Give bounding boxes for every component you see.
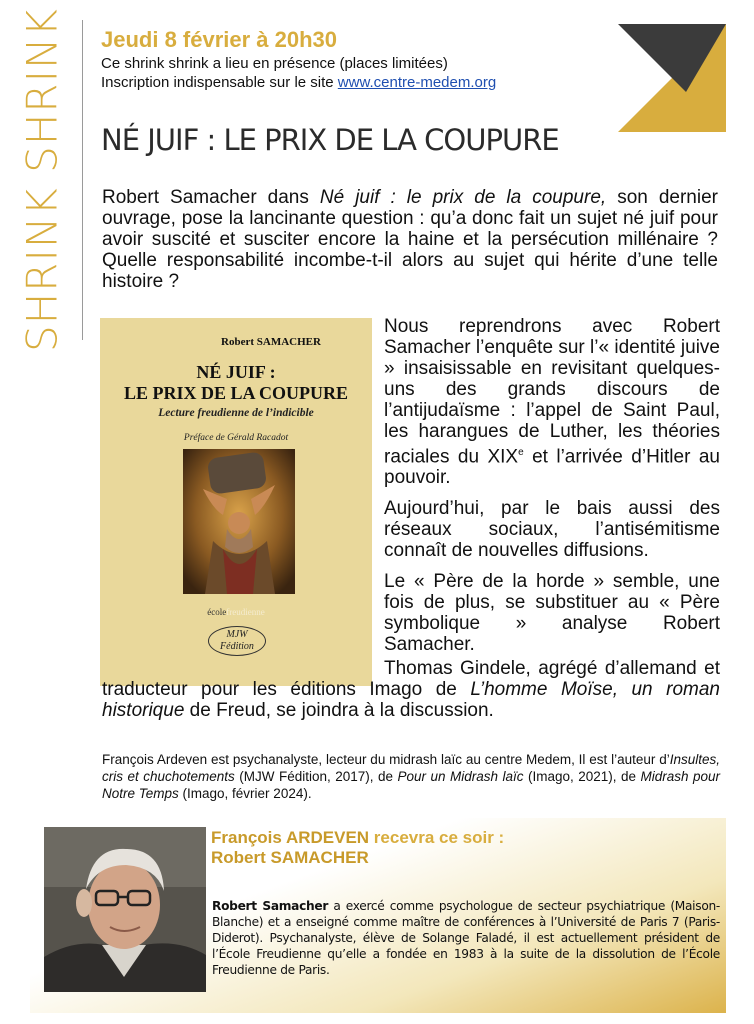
series-label: SHRINK SHRINK — [17, 8, 67, 352]
publisher-logo: MJW Fédition — [208, 626, 266, 656]
event-date: Jeudi 8 février à 20h30 — [101, 27, 338, 52]
series-vertical-title — [10, 8, 74, 352]
vertical-divider — [82, 20, 83, 340]
paragraph-gindele: Thomas Gindele, agrégé d’allemand et traducteur pour les éditions Imago de L’homme Moïse, un roman historique de Freud, se joindra à la discussion. — [102, 658, 720, 721]
book-subtitle: Lecture freudienne de l’indicible — [158, 407, 314, 419]
right-column — [384, 316, 720, 655]
samacher-photo — [44, 827, 206, 992]
book-title: NÉ JUIF : LE PRIX DE LA COUPURE — [123, 362, 349, 403]
host-name: François ARDEVEN — [211, 828, 370, 847]
book-cover — [100, 318, 372, 686]
event-info — [101, 54, 496, 92]
samacher-bio: Robert Samacher a exercé comme psychologue de secteur psychiatrique (Maison-Blanche) et a enseigné comme maître de conférences à l’Université de Paris 7 (Paris-Diderot). Psychanalyste, élève de Solange Faladé, il est actuellement président de l’École Freudienne qu’elle a fondée en 1983 à la suite de la dissolution de l’École Freudienne de Paris. — [212, 899, 720, 977]
paragraph-aujourdhui: Aujourd’hui, par le bais aussi des réseaux sociaux, l’antisémitisme connaît de nouvelles diffusions. — [384, 498, 720, 562]
registration-note: Inscription indispensable sur le site www.centre-medem.org — [101, 74, 497, 91]
book-preface: Préface de Gérald Racadot — [183, 433, 289, 443]
page-title: NÉ JUIF : LE PRIX DE LA COUPURE — [101, 123, 559, 157]
book-author: Robert SAMACHER — [221, 336, 321, 348]
invitation-heading: François ARDEVEN recevra ce soir : Robert SAMACHER — [211, 828, 505, 867]
paragraph-pere-horde: Le « Père de la horde » semble, une fois de plus, se substituer au « Père symbolique » analyse Robert Samacher. — [384, 571, 720, 656]
paragraph-enquete: Nous reprendrons avec Robert Samacher l’enquête sur l’« identité juive » insaisissable en revisitant quelques-uns des grands discours de l’antijudaïsme : l’appel de Saint Paul, les harangues de Luther, les théories raciales du XIXe et l’arrivée d’Hitler au pouvoir. — [384, 316, 720, 489]
intro-paragraph: Robert Samacher dans Né juif : le prix de la coupure, son dernier ouvrage, pose la lancinante question : qu’a donc fait un sujet né juif pour avoir suscité et susciter encore la haine et la persécution millénaire ? Quelle responsabilité incombe-t-il alors au sujet qui hérite d’une telle histoire ? — [102, 187, 718, 292]
corner-decoration — [618, 24, 726, 132]
ardeven-bio: François Ardeven est psychanalyste, lecteur du midrash laïc au centre Medem, Il est l’auteur d’Insultes, cris et chuchotements (MJW Fédition, 2017), de Pour un Midrash laïc (Imago, 2021), de Midrash pour Notre Temps (Imago, février 2024). — [102, 752, 720, 801]
publisher-line: écolefreudienne — [207, 607, 265, 617]
website-link[interactable]: www.centre-medem.org — [337, 74, 497, 91]
moses-painting — [183, 449, 295, 594]
guest-name: Robert SAMACHER — [211, 848, 369, 867]
attendance-note: Ce shrink shrink a lieu en présence (places limitées) — [101, 55, 448, 72]
